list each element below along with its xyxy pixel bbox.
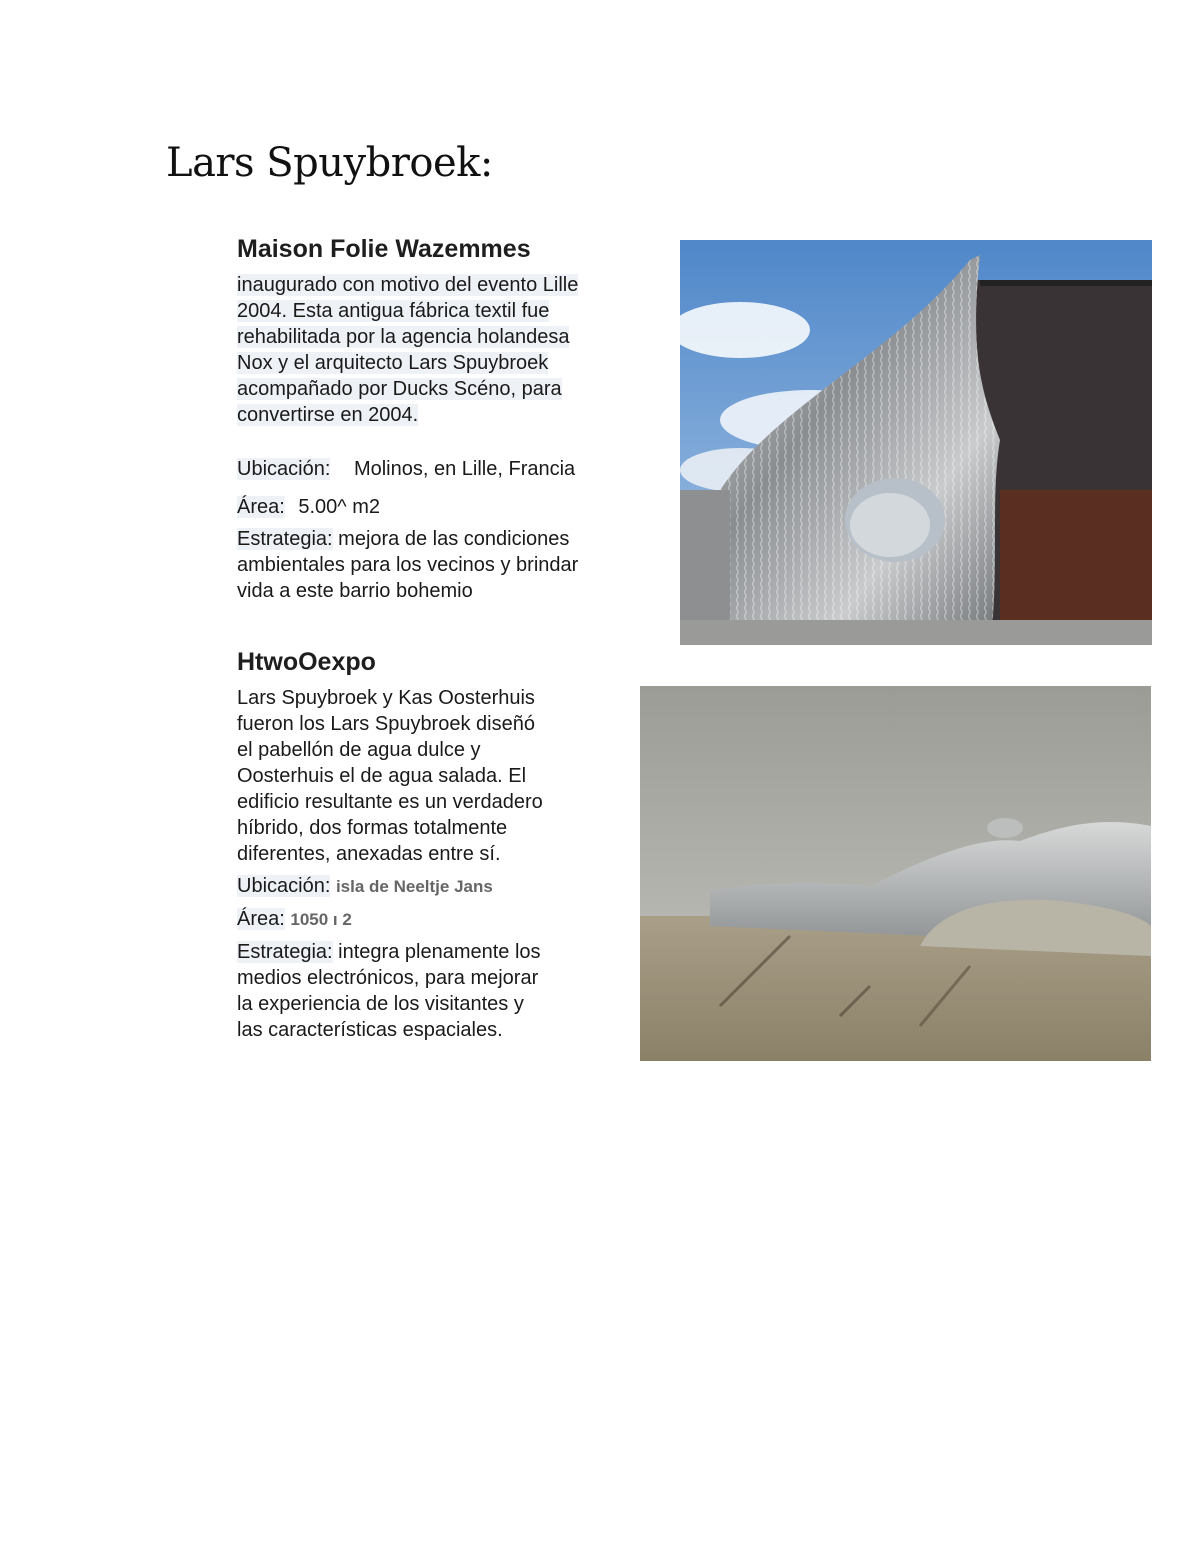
location-value: isla de Neeltje Jans: [335, 877, 493, 896]
description-line: rehabilitada por la agencia holandesa: [237, 326, 570, 348]
description-line: fueron los Lars Spuybroek diseñó: [237, 713, 535, 735]
area-value: 1050 ı 2: [290, 910, 352, 929]
location-value: Molinos, en Lille, Francia: [353, 458, 576, 480]
project-description: [237, 685, 632, 867]
project-title: Maison Folie Wazemmes: [237, 235, 531, 263]
strategy-line: medios electrónicos, para mejorar: [237, 967, 539, 989]
description-line: híbrido, dos formas totalmente: [237, 817, 508, 839]
location-label: Ubicación:: [237, 458, 331, 480]
htwooexpo-photo: [640, 686, 1151, 1061]
description-line: convertirse en 2004.: [237, 404, 419, 426]
page-title: Lars Spuybroek:: [166, 140, 493, 186]
strategy-line: ambientales para los vecinos y brindar: [237, 554, 579, 576]
description-line: 2004. Esta antigua fábrica textil fue: [237, 300, 550, 322]
project-maison-folie: [237, 235, 667, 604]
description-line: Nox y el arquitecto Lars Spuybroek: [237, 352, 549, 374]
strategy-line: mejora de las condiciones: [338, 528, 570, 550]
location-row: [237, 873, 632, 900]
strategy-line: las características espaciales.: [237, 1019, 503, 1041]
project-description: [237, 272, 667, 428]
area-row: [237, 906, 632, 933]
description-line: Lars Spuybroek y Kas Oosterhuis: [237, 687, 535, 709]
project-htwooexpo: [237, 648, 632, 1043]
description-line: Oosterhuis el de agua salada. El: [237, 765, 527, 787]
strategy-block: [237, 939, 632, 1043]
location-row: [237, 456, 667, 482]
project-title: HtwoOexpo: [237, 648, 376, 676]
description-line: edificio resultante es un verdadero: [237, 791, 543, 813]
strategy-block: [237, 526, 667, 604]
description-line: inaugurado con motivo del evento Lille: [237, 274, 579, 296]
strategy-label: Estrategia:: [237, 941, 333, 963]
area-row: [237, 494, 667, 520]
description-line: diferentes, anexadas entre sí.: [237, 843, 501, 865]
area-value: 5.00^ m2: [298, 496, 381, 518]
description-line: el pabellón de agua dulce y: [237, 739, 481, 761]
area-label: Área:: [237, 908, 285, 930]
strategy-label: Estrategia:: [237, 528, 333, 550]
description-line: acompañado por Ducks Scéno, para: [237, 378, 562, 400]
location-label: Ubicación:: [237, 875, 331, 897]
strategy-line: integra plenamente los: [338, 941, 541, 963]
maison-folie-photo: [680, 240, 1152, 645]
strategy-line: vida a este barrio bohemio: [237, 580, 473, 602]
strategy-line: la experiencia de los visitantes y: [237, 993, 524, 1015]
area-label: Área:: [237, 496, 285, 518]
